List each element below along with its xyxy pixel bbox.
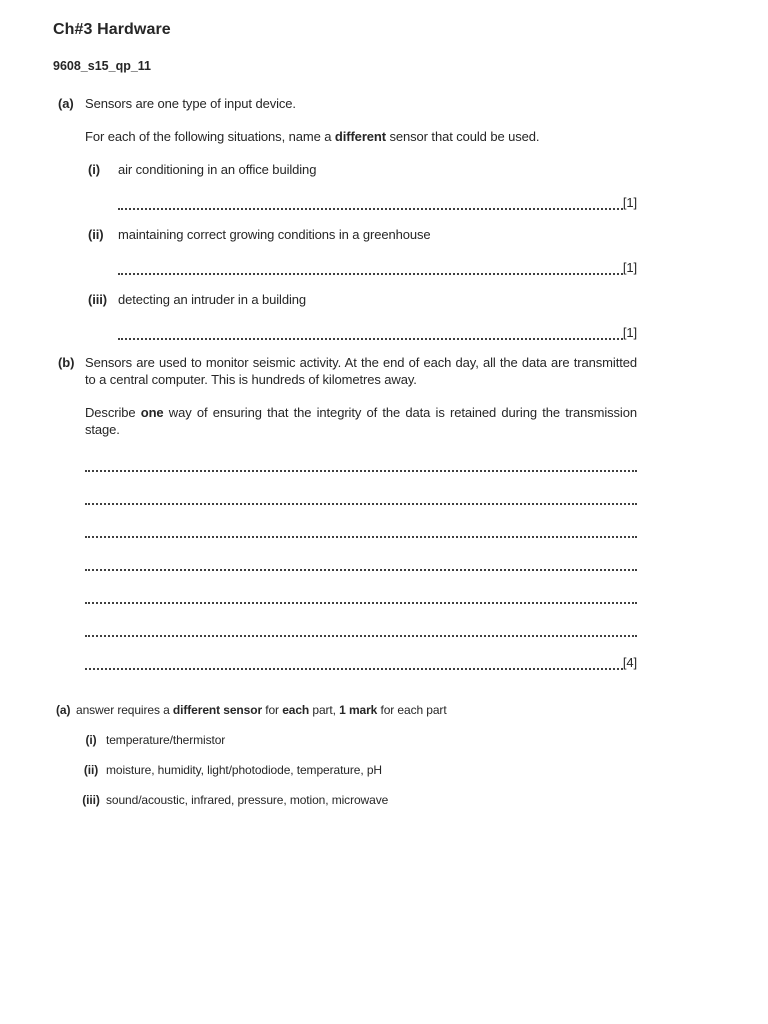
sub-question-i	[85, 161, 637, 211]
task-bold-segment: one	[140, 405, 164, 420]
dotted-rule	[118, 194, 623, 210]
question-part-a	[53, 95, 637, 354]
dotted-rule	[118, 324, 623, 340]
instruction-bold-segment: different	[334, 129, 386, 144]
answer-line	[85, 555, 637, 572]
mark-scheme-item-iii	[76, 792, 637, 808]
task-segment: way of ensuring that the integrity of the data is retained during the transmission stage.	[85, 405, 637, 437]
question-part-b	[53, 354, 637, 687]
sub-question-i-label: (i)	[88, 162, 100, 177]
mark-scheme-item-i-text: temperature/thermistor	[106, 733, 226, 747]
sub-question-iii-prompt: detecting an intruder in a building	[118, 292, 307, 307]
part-a-instruction	[85, 128, 637, 145]
part-a-label: (a)	[58, 96, 74, 111]
mark-scheme-item-i	[76, 732, 637, 748]
mark-allocation: [4]	[622, 655, 637, 670]
doc-code: 9608_s15_qp_11	[53, 59, 152, 73]
answer-line	[85, 654, 637, 671]
answer-line	[85, 456, 637, 473]
instruction-segment: sensor that could be used.	[385, 129, 540, 144]
instruction-segment: For each of the following situations, name a	[85, 129, 335, 144]
note-bold-segment: different sensor	[172, 703, 263, 717]
answer-line	[118, 194, 637, 211]
mark-scheme-item-ii-label: (ii)	[83, 763, 99, 777]
note-bold-segment: each	[282, 703, 310, 717]
dotted-rule	[85, 522, 637, 538]
note-segment: for each part	[377, 703, 447, 717]
answer-line	[85, 522, 637, 539]
dotted-rule	[85, 654, 623, 670]
sub-question-i-prompt: air conditioning in an office building	[118, 162, 317, 177]
part-b-label: (b)	[58, 355, 75, 370]
mark-scheme-item-iii-label: (iii)	[82, 793, 100, 807]
note-segment: part,	[309, 703, 340, 717]
sub-question-iii	[85, 291, 637, 341]
answer-line	[118, 324, 637, 341]
mark-scheme-part-a	[53, 702, 637, 822]
part-b-answer-lines	[85, 456, 637, 671]
note-segment: answer requires a	[76, 703, 173, 717]
part-b-scenario: Sensors are used to monitor seismic activity. At the end of each day, all the data are transmitted to a central computer. This is hundreds of kilometres away.	[85, 355, 637, 387]
mark-scheme-note	[76, 702, 637, 718]
mark-scheme-item-iii-text: sound/acoustic, infrared, pressure, motion, microwave	[106, 793, 389, 807]
page-title: Ch#3 Hardware	[53, 21, 171, 38]
answer-line	[85, 588, 637, 605]
mark-scheme-item-i-label: (i)	[85, 733, 97, 747]
note-bold-segment: 1 mark	[339, 703, 378, 717]
dotted-rule	[85, 621, 637, 637]
part-a-intro: Sensors are one type of input device.	[85, 96, 296, 111]
sub-question-ii-prompt: maintaining correct growing conditions in a greenhouse	[118, 227, 431, 242]
mark-scheme-label: (a)	[56, 703, 71, 717]
sub-question-ii	[85, 226, 637, 276]
mark-allocation: [1]	[622, 195, 637, 210]
answer-line	[118, 259, 637, 276]
answer-line	[85, 621, 637, 638]
mark-allocation: [1]	[622, 260, 637, 275]
task-segment: Describe	[85, 405, 141, 420]
dotted-rule	[85, 489, 637, 505]
dotted-rule	[85, 588, 637, 604]
dotted-rule	[85, 555, 637, 571]
part-b-task	[85, 404, 637, 438]
mark-scheme-item-ii	[76, 762, 637, 778]
sub-question-iii-label: (iii)	[88, 292, 107, 307]
sub-question-ii-label: (ii)	[88, 227, 104, 242]
dotted-rule	[118, 259, 623, 275]
answer-line	[85, 489, 637, 506]
dotted-rule	[85, 456, 637, 472]
mark-scheme-item-ii-text: moisture, humidity, light/photodiode, temperature, pH	[106, 763, 382, 777]
note-segment: for	[262, 703, 283, 717]
mark-allocation: [1]	[622, 325, 637, 340]
